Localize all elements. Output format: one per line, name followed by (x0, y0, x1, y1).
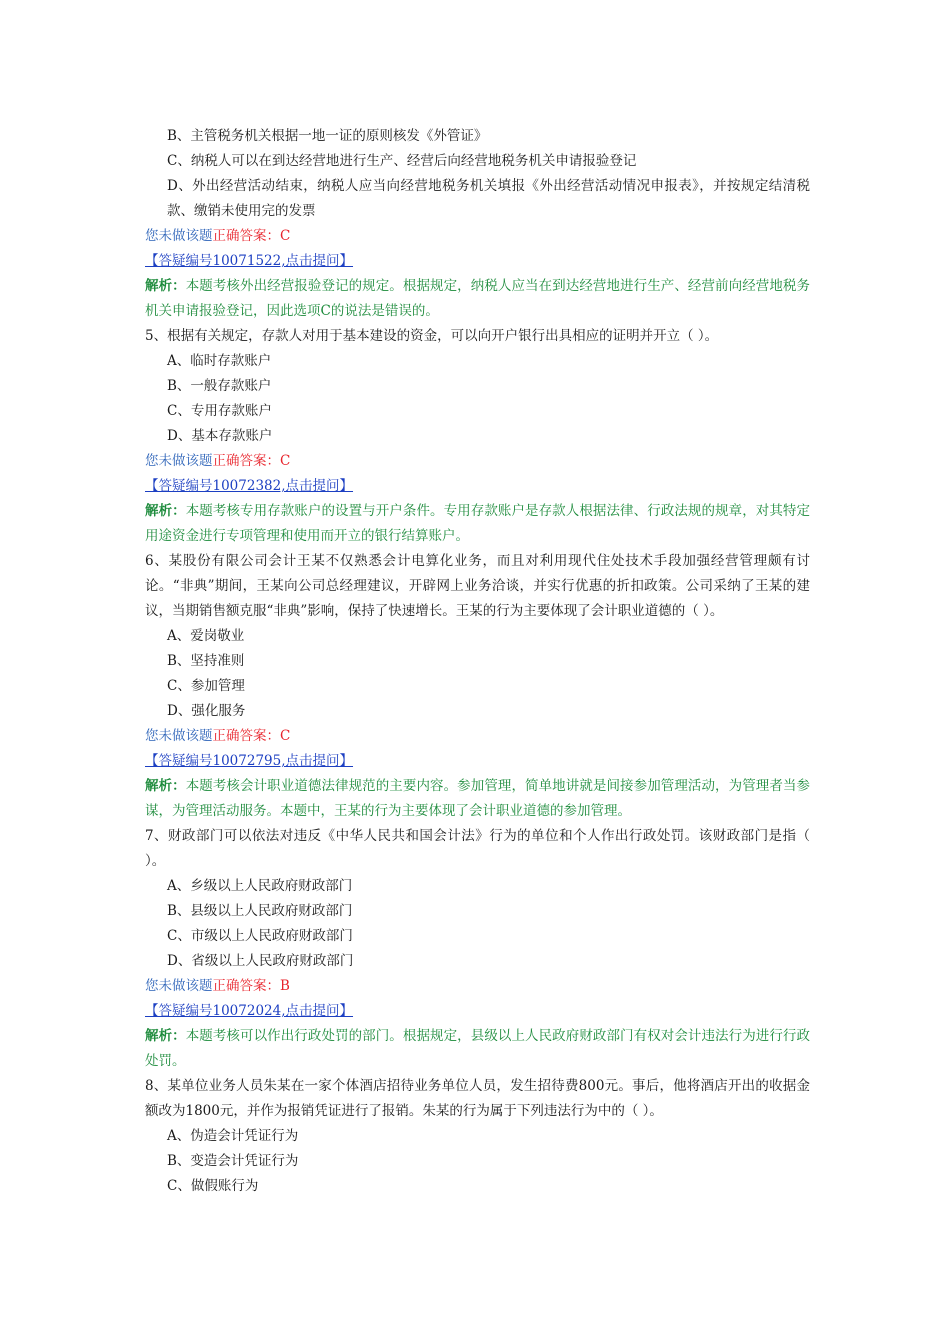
option-c: C、做假账行为 (167, 1178, 259, 1194)
question-8 (145, 1074, 810, 1199)
question-4 (145, 124, 810, 324)
option-a: A、爱岗敬业 (167, 628, 245, 644)
question-list (145, 124, 810, 1199)
answer-label: 正确答案： (212, 728, 280, 744)
explanation-label: 解析： (145, 503, 186, 519)
option-b: B、一般存款账户 (167, 378, 272, 394)
question-5 (145, 324, 810, 549)
option-d: D、基本存款账户 (167, 428, 273, 444)
question-text: 6、某股份有限公司会计王某不仅熟悉会计电算化业务，而且对利用现代住处技术手段加强经营管理颇有讨论。“非典”期间，王某向公司总经理建议，开辟网上业务洽谈，并实行优惠的折扣政策。公司采纳了王某的建议，当期销售额克服“非典”影响，保持了快速增长。王某的行为主要体现了会计职业道德的（ ）。 (145, 553, 810, 619)
answer-label: 正确答案： (212, 978, 280, 994)
status-text: 您未做该题 (145, 728, 213, 744)
ask-question-link[interactable]: 【答疑编号10072024,点击提问】 (145, 1003, 354, 1019)
option-b: B、坚持准则 (167, 653, 245, 669)
question-text: 7、财政部门可以依法对违反《中华人民共和国会计法》行为的单位和个人作出行政处罚。该财政部门是指（ ）。 (145, 828, 810, 869)
answer-value: C (280, 453, 291, 469)
explanation (145, 499, 810, 549)
answer-row (145, 724, 810, 749)
ask-question-link[interactable]: 【答疑编号10072795,点击提问】 (145, 753, 354, 769)
explanation (145, 1024, 810, 1074)
answer-label: 正确答案： (212, 453, 280, 469)
status-text: 您未做该题 (145, 453, 213, 469)
option-a: A、乡级以上人民政府财政部门 (167, 878, 353, 894)
answer-value: B (280, 978, 290, 994)
explanation (145, 774, 810, 824)
answer-row (145, 449, 810, 474)
option-b: B、变造会计凭证行为 (167, 1153, 299, 1169)
status-text: 您未做该题 (145, 978, 213, 994)
answer-row (145, 224, 810, 249)
question-7 (145, 824, 810, 1074)
explanation-text: 本题考核外出经营报验登记的规定。根据规定，纳税人应当在到达经营地进行生产、经营前向经营地税务机关申请报验登记，因此选项C的说法是错误的。 (145, 278, 810, 319)
option-c: C、专用存款账户 (167, 403, 272, 419)
explanation (145, 274, 810, 324)
explanation-text: 本题考核会计职业道德法律规范的主要内容。参加管理，简单地讲就是间接参加管理活动，为管理者当参谋，为管理活动服务。本题中，王某的行为主要体现了会计职业道德的参加管理。 (145, 778, 810, 819)
option-c: C、参加管理 (167, 678, 245, 694)
option-c: C、纳税人可以在到达经营地进行生产、经营后向经营地税务机关申请报验登记 (167, 153, 637, 169)
ask-question-link[interactable]: 【答疑编号10072382,点击提问】 (145, 478, 354, 494)
explanation-label: 解析： (145, 778, 186, 794)
answer-label: 正确答案： (212, 228, 280, 244)
option-b: B、县级以上人民政府财政部门 (167, 903, 353, 919)
question-text: 5、根据有关规定，存款人对用于基本建设的资金，可以向开户银行出具相应的证明并开立（ ）。 (145, 328, 719, 344)
explanation-label: 解析： (145, 278, 186, 294)
explanation-text: 本题考核专用存款账户的设置与开户条件。专用存款账户是存款人根据法律、行政法规的规章，对其特定用途资金进行专项管理和使用而开立的银行结算账户。 (145, 503, 810, 544)
option-d: D、外出经营活动结束，纳税人应当向经营地税务机关填报《外出经营活动情况申报表》，并按规定结清税款、缴销未使用完的发票 (167, 178, 810, 219)
option-d: D、强化服务 (167, 703, 246, 719)
answer-value: C (280, 728, 291, 744)
answer-row (145, 974, 810, 999)
option-a: A、临时存款账户 (167, 353, 272, 369)
explanation-label: 解析： (145, 1028, 186, 1044)
status-text: 您未做该题 (145, 228, 213, 244)
question-text: 8、某单位业务人员朱某在一家个体酒店招待业务单位人员，发生招待费800元。事后，他将酒店开出的收据金额改为1800元，并作为报销凭证进行了报销。朱某的行为属于下列违法行为中的（ ）。 (145, 1078, 810, 1119)
question-6 (145, 549, 810, 824)
option-a: A、伪造会计凭证行为 (167, 1128, 299, 1144)
option-d: D、省级以上人民政府财政部门 (167, 953, 354, 969)
answer-value: C (280, 228, 291, 244)
option-b: B、主管税务机关根据一地一证的原则核发《外管证》 (167, 128, 488, 144)
ask-question-link[interactable]: 【答疑编号10071522,点击提问】 (145, 253, 354, 269)
option-c: C、市级以上人民政府财政部门 (167, 928, 353, 944)
explanation-text: 本题考核可以作出行政处罚的部门。根据规定，县级以上人民政府财政部门有权对会计违法行为进行行政处罚。 (145, 1028, 810, 1069)
